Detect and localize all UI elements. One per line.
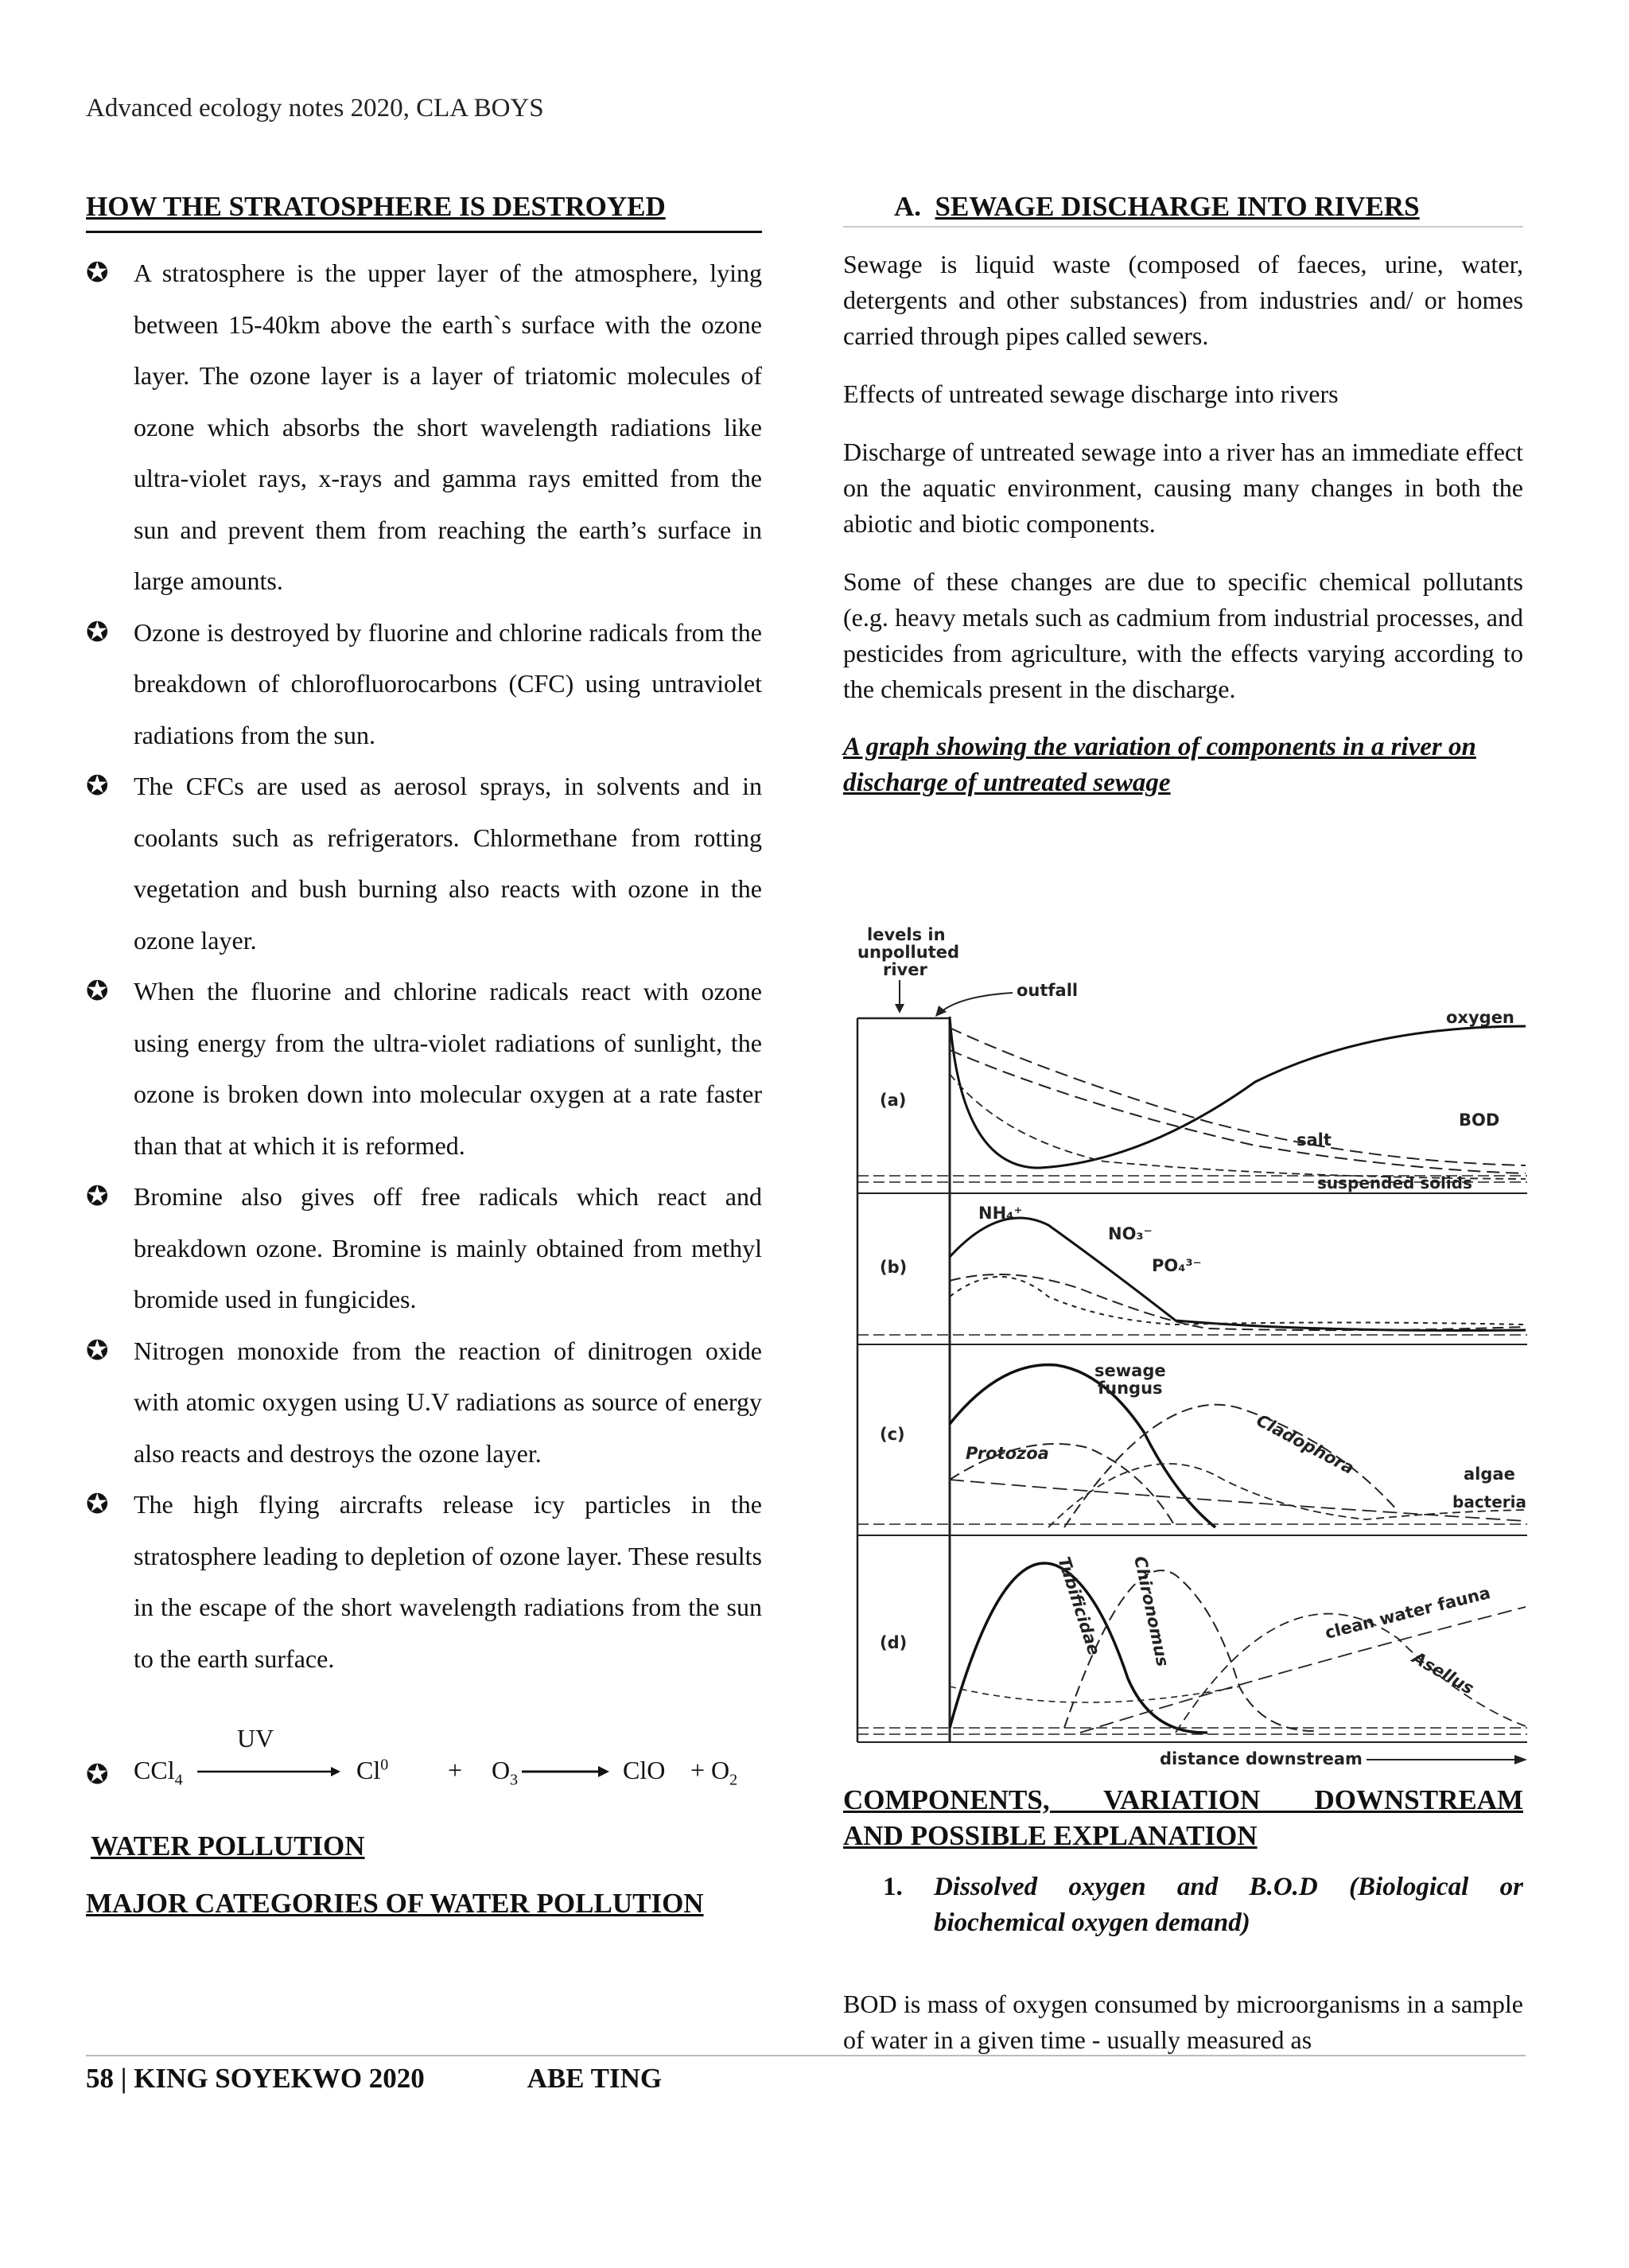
algae-label: algae bbox=[1464, 1465, 1515, 1484]
oxygen-label: oxygen bbox=[1446, 1008, 1514, 1027]
document-header: Advanced ecology notes 2020, CLA BOYS bbox=[86, 94, 544, 123]
protozoa-label: Protozoa bbox=[966, 1444, 1049, 1463]
suspended-solids-label: suspended solids bbox=[1317, 1173, 1472, 1192]
star-bullet-icon: ✪ bbox=[86, 1181, 109, 1212]
levels-label: river bbox=[883, 960, 927, 979]
right-column bbox=[843, 191, 1523, 801]
clean-water-fauna-label: clean water fauna bbox=[1323, 1582, 1493, 1643]
water-pollution-heading: WATER POLLUTION bbox=[91, 1830, 365, 1861]
components-heading: COMPONENTS, VARIATION DOWNSTREAM AND POSSIBLE EXPLANATION bbox=[843, 1784, 1523, 1851]
equation-product1: Cl$^0$ bbox=[356, 1756, 389, 1784]
outfall-label: outfall bbox=[1017, 981, 1079, 1000]
star-bullet-icon: ✪ bbox=[86, 975, 109, 1007]
cfc-equation bbox=[86, 1724, 762, 1803]
sewage-river-graph bbox=[842, 923, 1534, 1782]
item-number: 1. bbox=[883, 1873, 903, 1901]
bacteria-curve bbox=[950, 1480, 1526, 1521]
sewage-fungus-label: fungus bbox=[1098, 1379, 1163, 1398]
asellus-label: Asellus bbox=[1409, 1648, 1477, 1698]
bod-label: BOD bbox=[1459, 1111, 1500, 1130]
equation-reactant: CCl$_4$ bbox=[134, 1756, 183, 1789]
bullet-item: ✪ The CFCs are used as aerosol sprays, in solvents and in coolants such as refrigerators. Chlormethane from rotting vegetation and bush burning also reacts with ozone in the ozone layer. bbox=[86, 761, 762, 966]
chironomus-label: Chironomus bbox=[1130, 1554, 1172, 1669]
axis-arrow-icon bbox=[1514, 1755, 1527, 1764]
panel-d-label: (d) bbox=[880, 1633, 908, 1652]
item-dissolved-oxygen bbox=[883, 1869, 1523, 1941]
tubificidae-label: Tubificidae bbox=[1054, 1554, 1104, 1658]
nh4-label: NH₄⁺ bbox=[978, 1204, 1023, 1223]
bullet-item: ✪ A stratosphere is the upper layer of the atmosphere, lying between 15-40km above the earth`s surface with the ozone layer. The ozone layer is a layer of triatomic molecules of ozone which absorbs the short wavelength radiations like ultra-violet rays, x-rays and gamma rays emitted from the sun and prevent them from reaching the earth’s surface in large amounts. bbox=[86, 247, 762, 607]
item-text: Dissolved oxygen and B.O.D (Biological or biochemical oxygen demand) bbox=[934, 1873, 1523, 1937]
sewage-section-heading bbox=[894, 191, 1523, 223]
graph-caption: A graph showing the variation of components in a river on discharge of untreated sewage bbox=[843, 733, 1476, 797]
bullet-item: ✪ Nitrogen monoxide from the reaction of dinitrogen oxide with atomic oxygen using U.V radiations as source of energy also reacts and destroys the ozone layer. bbox=[86, 1325, 762, 1480]
section-title: SEWAGE DISCHARGE INTO RIVERS bbox=[935, 191, 1420, 222]
distance-downstream-label: distance downstream bbox=[1160, 1749, 1363, 1768]
cladophora-label: Cladophora bbox=[1253, 1410, 1358, 1478]
sewage-definition: Sewage is liquid waste (composed of faeces, urine, water, detergents and other substances) from industries and/ or homes carried through pipes called sewers. bbox=[843, 250, 1523, 350]
bullet-item: ✪ The high flying aircrafts release icy particles in the stratosphere leading to depletion of ozone layer. These results in the escape of the short wavelength radiations from the sun to the earth surface. bbox=[86, 1479, 762, 1684]
equation-product2: ClO bbox=[623, 1756, 666, 1784]
page-footer bbox=[86, 2055, 1526, 2095]
left-column bbox=[86, 191, 762, 1920]
star-bullet-icon: ✪ bbox=[86, 1488, 109, 1520]
bod-definition: BOD is mass of oxygen consumed by microorganisms in a sample of water in a given time - usually measured as bbox=[843, 1990, 1523, 2054]
salt-curve bbox=[950, 1050, 1526, 1173]
effects-subtitle: Effects of untreated sewage discharge into rivers bbox=[843, 379, 1339, 408]
equation-condition: UV bbox=[237, 1724, 274, 1753]
ss-curve bbox=[950, 1074, 1526, 1179]
sewage-fungus-label: sewage bbox=[1094, 1361, 1166, 1380]
star-bullet-icon: ✪ bbox=[86, 257, 109, 289]
star-bullet-icon: ✪ bbox=[86, 1334, 109, 1367]
bod-curve bbox=[950, 1028, 1526, 1165]
bacteria-label: bacteria bbox=[1452, 1492, 1527, 1511]
footer-author: ABE TING bbox=[527, 2063, 663, 2094]
equation-plus: + bbox=[448, 1756, 463, 1784]
bullet-item: ✪ Bromine also gives off free radicals which react and breakdown ozone. Bromine is mainly obtained from methyl bromide used in fungicides. bbox=[86, 1171, 762, 1325]
no3-label: NO₃⁻ bbox=[1108, 1224, 1153, 1243]
discharge-paragraph: Discharge of untreated sewage into a river has an immediate effect on the aquatic environment, causing many changes in both the abiotic and biotic components. bbox=[843, 438, 1523, 538]
stratosphere-bullet-list bbox=[86, 247, 762, 1684]
oxygen-curve bbox=[950, 1017, 1526, 1168]
po4-curve bbox=[950, 1277, 1526, 1325]
panel-a-label: (a) bbox=[880, 1091, 907, 1110]
levels-label: levels in bbox=[867, 925, 946, 944]
levels-label: unpolluted bbox=[857, 943, 960, 962]
nh4-curve bbox=[950, 1218, 1526, 1331]
star-bullet-icon: ✪ bbox=[86, 770, 109, 802]
panel-c-label: (c) bbox=[880, 1425, 905, 1444]
no3-curve bbox=[950, 1274, 1526, 1330]
pollutants-paragraph: Some of these changes are due to specific chemical pollutants (e.g. heavy metals such as cadmium from industrial processes, and pesticides from agriculture, with the effects varying according to the chemicals present in the discharge. bbox=[843, 567, 1523, 703]
sewage-river-figure bbox=[842, 923, 1534, 1782]
equation-oxygen: + $O_2$ bbox=[690, 1756, 738, 1789]
star-bullet-icon: ✪ bbox=[86, 616, 109, 648]
bullet-item: ✪ Ozone is destroyed by fluorine and chlorine radicals from the breakdown of chlorofluorocarbons (CFC) using untraviolet radiations from the sun. bbox=[86, 607, 762, 761]
arrow-icon bbox=[197, 1765, 340, 1778]
salt-label: salt bbox=[1297, 1130, 1332, 1150]
panel-b-label: (b) bbox=[880, 1258, 908, 1277]
stratosphere-heading: HOW THE STRATOSPHERE IS DESTROYED bbox=[86, 191, 762, 233]
section-letter: A. bbox=[894, 191, 922, 222]
major-categories-heading: MAJOR CATEGORIES OF WATER POLLUTION bbox=[86, 1888, 704, 1919]
footer-page-info: 58 | KING SOYEKWO 2020 bbox=[86, 2063, 425, 2094]
equation-ozone: $O_3$ bbox=[492, 1756, 519, 1789]
arrow-icon bbox=[522, 1765, 609, 1778]
bullet-item: ✪ When the fluorine and chlorine radicals react with ozone using energy from the ultra-violet radiations of sunlight, the ozone is broken down into molecular oxygen at a rate faster than that at which it is reformed. bbox=[86, 966, 762, 1171]
po4-label: PO₄³⁻ bbox=[1152, 1256, 1202, 1275]
star-bullet-icon: ✪ bbox=[86, 1759, 109, 1791]
